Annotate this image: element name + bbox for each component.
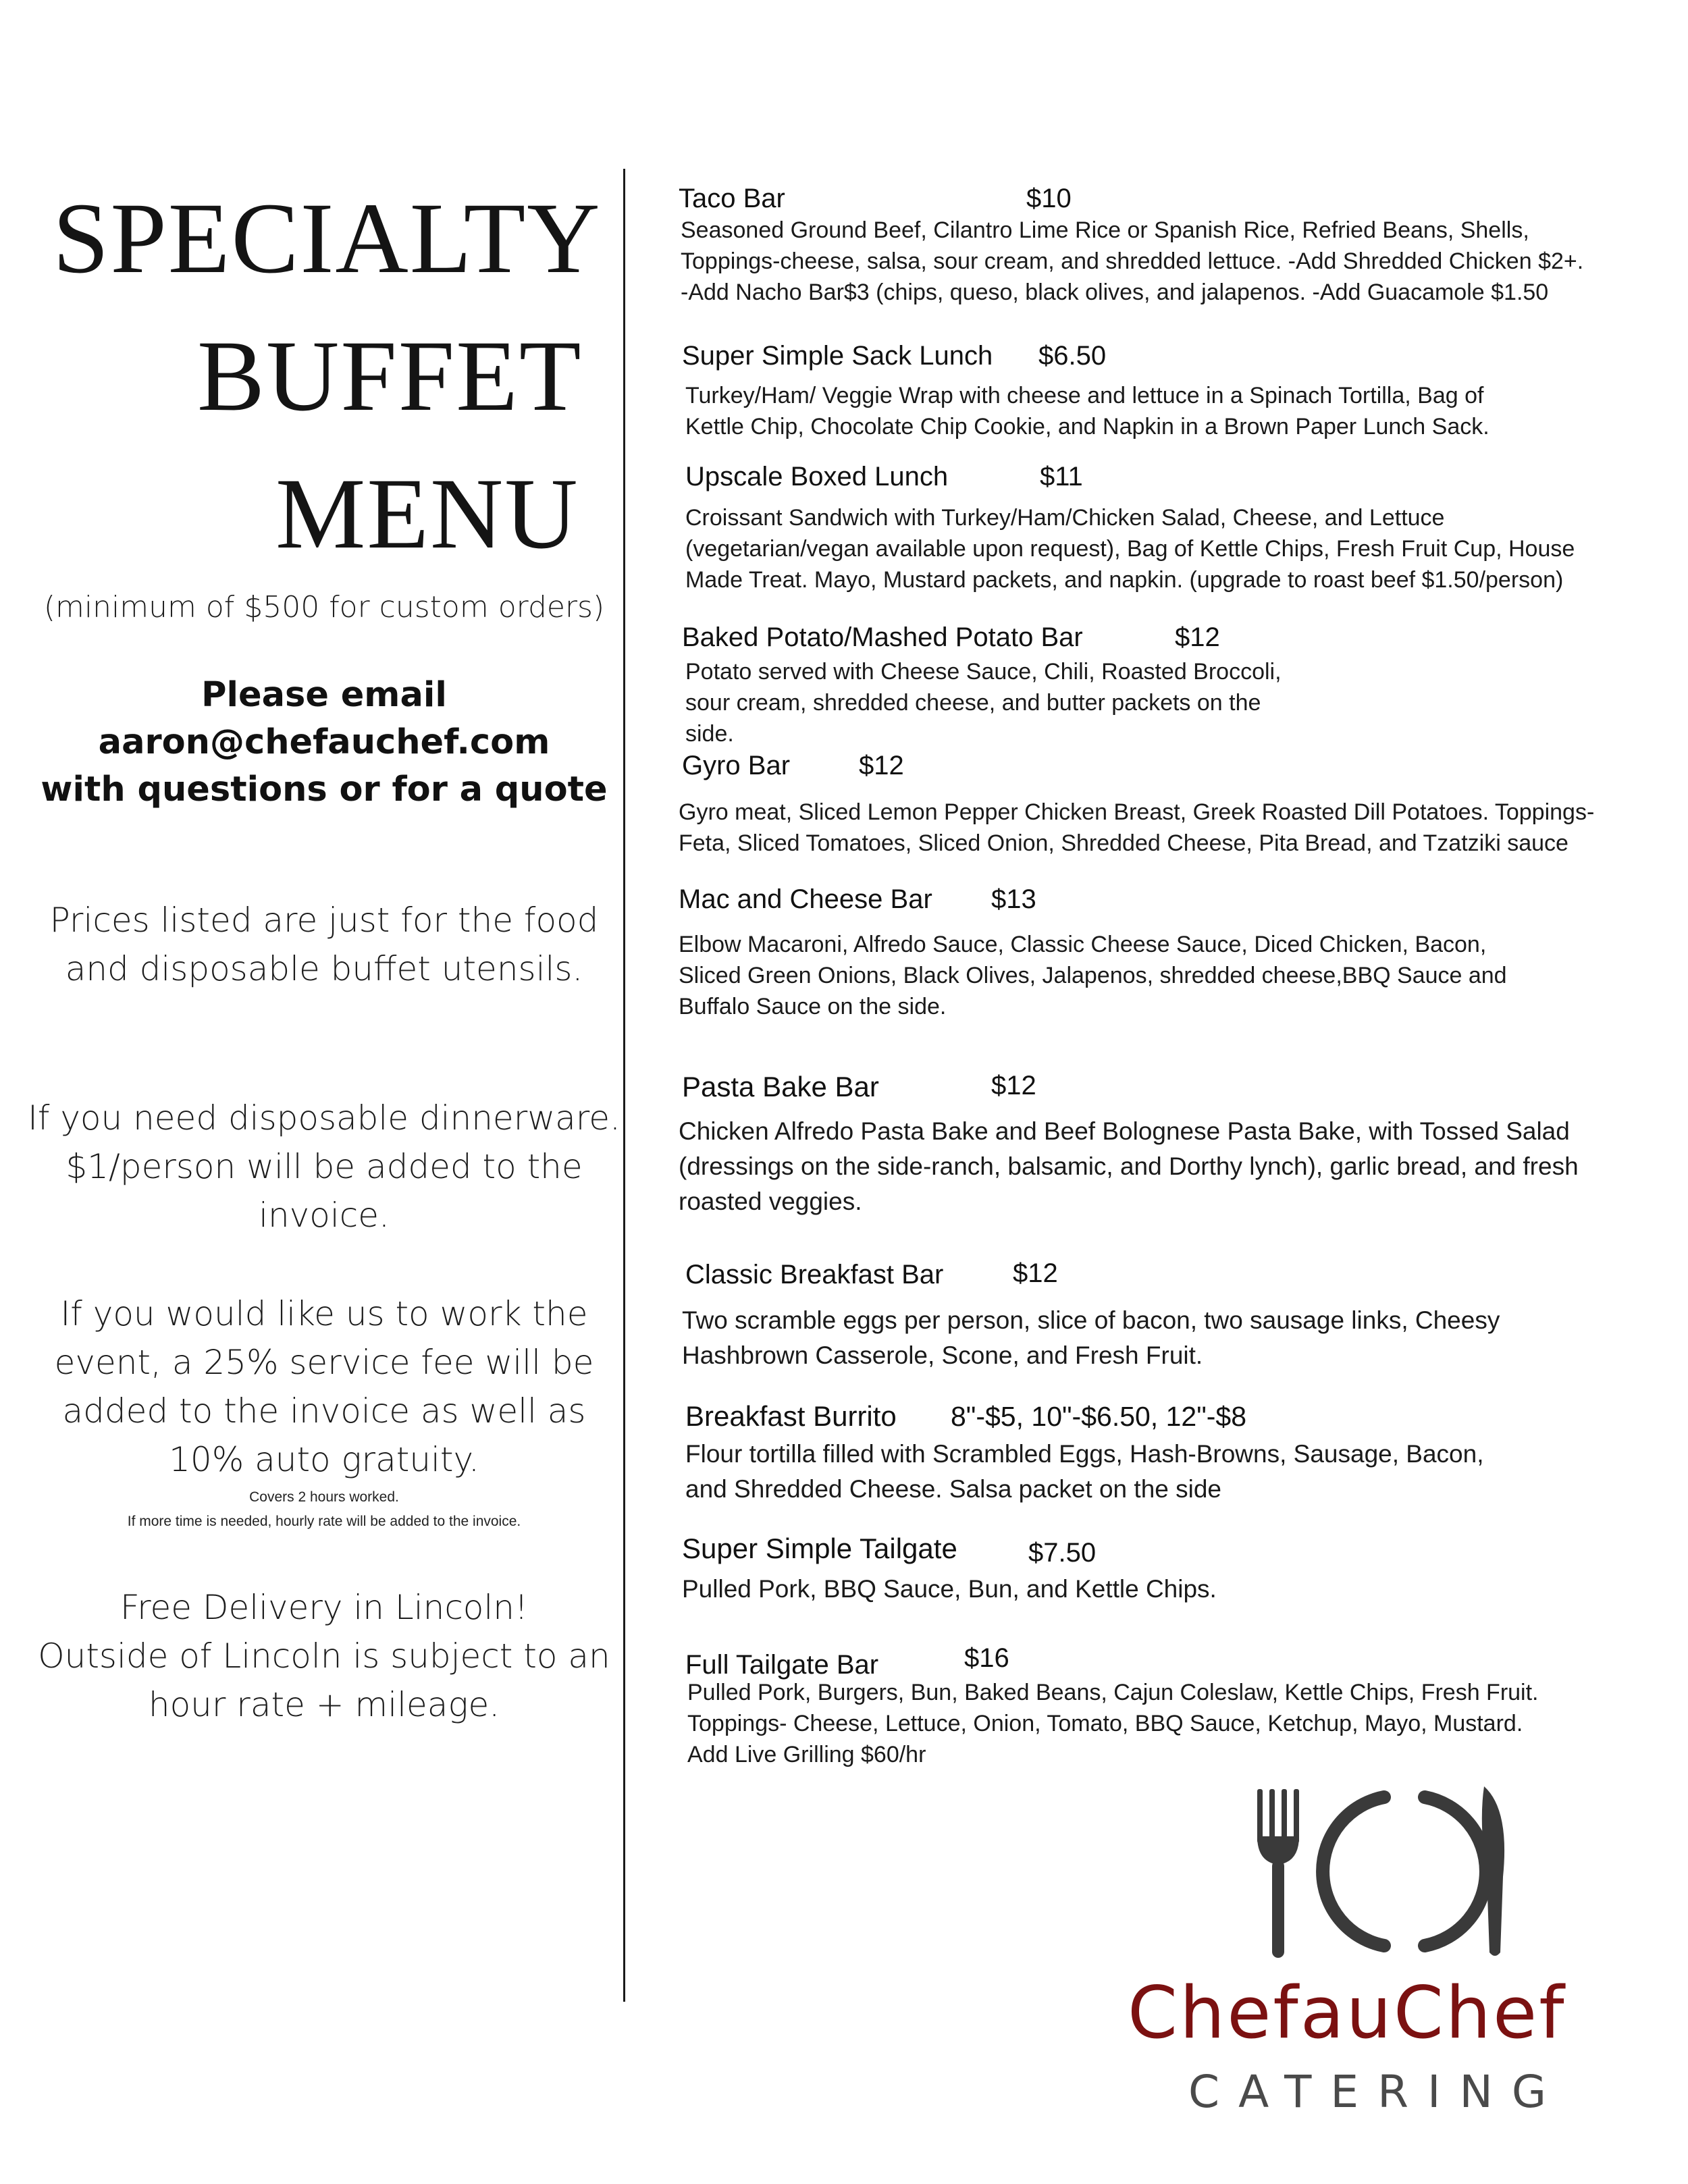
item-description: Gyro meat, Sliced Lemon Pepper Chicken Breast, Greek Roasted Dill Potatoes. Toppings- Feta, Sliced Tomatoes, Sliced Onion, Shredded Cheese, Pita Bread, and Tzatziki sauce [679, 799, 1595, 856]
title-line-1: SPECIALTY [53, 182, 602, 294]
item-name: Full Tailgate Bar [685, 1650, 879, 1680]
title-line-3: MENU [275, 458, 579, 570]
delivery-note [27, 1583, 621, 1729]
item-description: Pulled Pork, BBQ Sauce, Bun, and Kettle Chips. [682, 1575, 1217, 1603]
item-description: Potato served with Cheese Sauce, Chili, Roasted Broccoli, sour cream, shredded cheese, and butter packets on the side. [685, 659, 1282, 747]
item-description: Flour tortilla filled with Scrambled Eggs, Hash-Browns, Sausage, Bacon, and Shredded Cheese. Salsa packet on the side [685, 1440, 1484, 1503]
minimum-note: (minimum of $500 for custom orders) [43, 590, 605, 624]
prices-note-line: and disposable buffet utensils. [65, 949, 583, 988]
item-name: Pasta Bake Bar [682, 1071, 879, 1102]
item-name: Super Simple Tailgate [682, 1533, 957, 1564]
item-price: $7.50 [1028, 1538, 1097, 1568]
brand-name: ChefauChef [1128, 1971, 1566, 2054]
service-line: added to the invoice as well as [62, 1391, 586, 1431]
item-price: $12 [991, 1071, 1036, 1100]
item-description: Elbow Macaroni, Alfredo Sauce, Classic Cheese Sauce, Diced Chicken, Bacon, Sliced Green Onions, Black Olives, Jalapenos, shredded cheese,BBQ Sauce and Buffalo Sauce on the side. [679, 932, 1507, 1019]
item-description: Two scramble eggs per person, slice of bacon, two sausage links, Cheesy Hashbrown Casserole, Scone, and Fresh Fruit. [682, 1306, 1500, 1369]
service-small-line: If more time is needed, hourly rate will be added to the invoice. [127, 1514, 521, 1529]
dinnerware-line: invoice. [259, 1196, 390, 1235]
item-description: Pulled Pork, Burgers, Bun, Baked Beans, Cajun Coleslaw, Kettle Chips, Fresh Fruit. Toppings- Cheese, Lettuce, Onion, Tomato, BBQ Sauce, Ketchup, Mayo, Mustard. Add Live Grilling $60/hr [687, 1680, 1539, 1767]
title-line-2: BUFFET [197, 320, 583, 432]
item-price: $13 [991, 884, 1036, 914]
item-name: Upscale Boxed Lunch [685, 462, 949, 491]
prices-note-line: Prices listed are just for the food [49, 901, 599, 940]
prices-note [27, 896, 621, 993]
item-price: $11 [1040, 462, 1083, 491]
item-name: Breakfast Burrito [685, 1400, 897, 1432]
item-name: Baked Potato/Mashed Potato Bar [682, 622, 1083, 652]
service-line: If you would like us to work the [60, 1294, 588, 1333]
email-address: aaron@chefauchef.com [98, 722, 550, 762]
item-name: Super Simple Sack Lunch [682, 341, 993, 371]
item-description: Chicken Alfredo Pasta Bake and Beef Bolognese Pasta Bake, with Tossed Salad (dressings on the side-ranch, balsamic, and Dorthy lynch), garlic bread, and fresh roasted veggies. [679, 1117, 1579, 1215]
item-price: $12 [859, 751, 904, 780]
item-price: $6.50 [1038, 341, 1107, 371]
item-price: $12 [1175, 622, 1220, 652]
service-note [27, 1289, 621, 1484]
item-name: Gyro Bar [682, 751, 791, 780]
service-small-note [27, 1485, 621, 1534]
service-small-line: Covers 2 hours worked. [249, 1489, 399, 1505]
logo [1107, 1782, 1634, 2147]
dinnerware-note [27, 1094, 621, 1240]
item-price: 8"-$5, 10"-$6.50, 12"-$8 [951, 1401, 1247, 1432]
item-description: Seasoned Ground Beef, Cilantro Lime Rice or Spanish Rice, Refried Beans, Shells, Toppings-cheese, salsa, sour cream, and shredded lettuce. -Add Shredded Chicken $2+. -Add Nacho Bar$3 (chips, queso, black olives, and jalapenos. -Add Guacamole $1.50 [681, 217, 1584, 305]
dinnerware-line: If you need disposable dinnerware. [28, 1098, 621, 1138]
item-price: $12 [1013, 1258, 1058, 1288]
item-description: Croissant Sandwich with Turkey/Ham/Chicken Salad, Cheese, and Lettuce (vegetarian/vegan available upon request), Bag of Kettle Chips, Fresh Fruit Cup, House Made Treat. Mayo, Mustard packets, and napkin. (upgrade to roast beef $1.50/person) [685, 505, 1575, 593]
delivery-line: hour rate + mileage. [148, 1685, 500, 1724]
dinnerware-line: $1/person will be added to the [65, 1147, 583, 1186]
item-price: $16 [964, 1643, 1009, 1673]
email-line: with questions or for a quote [41, 770, 608, 809]
service-line: event, a 25% service fee will be [54, 1343, 594, 1382]
fork-plate-knife-icon [1107, 1782, 1634, 1958]
item-description: Turkey/Ham/ Veggie Wrap with cheese and lettuce in a Spinach Tortilla, Bag of Kettle Chip, Chocolate Chip Cookie, and Napkin in a Brown Paper Lunch Sack. [685, 383, 1489, 440]
email-line: Please email [201, 675, 447, 715]
item-name: Mac and Cheese Bar [679, 884, 932, 914]
brand-subtitle: CATERING [1188, 2066, 1565, 2118]
item-name: Classic Breakfast Bar [685, 1260, 944, 1289]
email-block [27, 672, 621, 814]
delivery-line: Free Delivery in Lincoln! [120, 1588, 529, 1627]
item-name: Taco Bar [679, 184, 785, 213]
column-divider [623, 169, 625, 2002]
service-line: 10% auto gratuity. [169, 1440, 479, 1479]
item-price: $10 [1026, 184, 1072, 213]
delivery-line: Outside of Lincoln is subject to an [38, 1636, 610, 1676]
